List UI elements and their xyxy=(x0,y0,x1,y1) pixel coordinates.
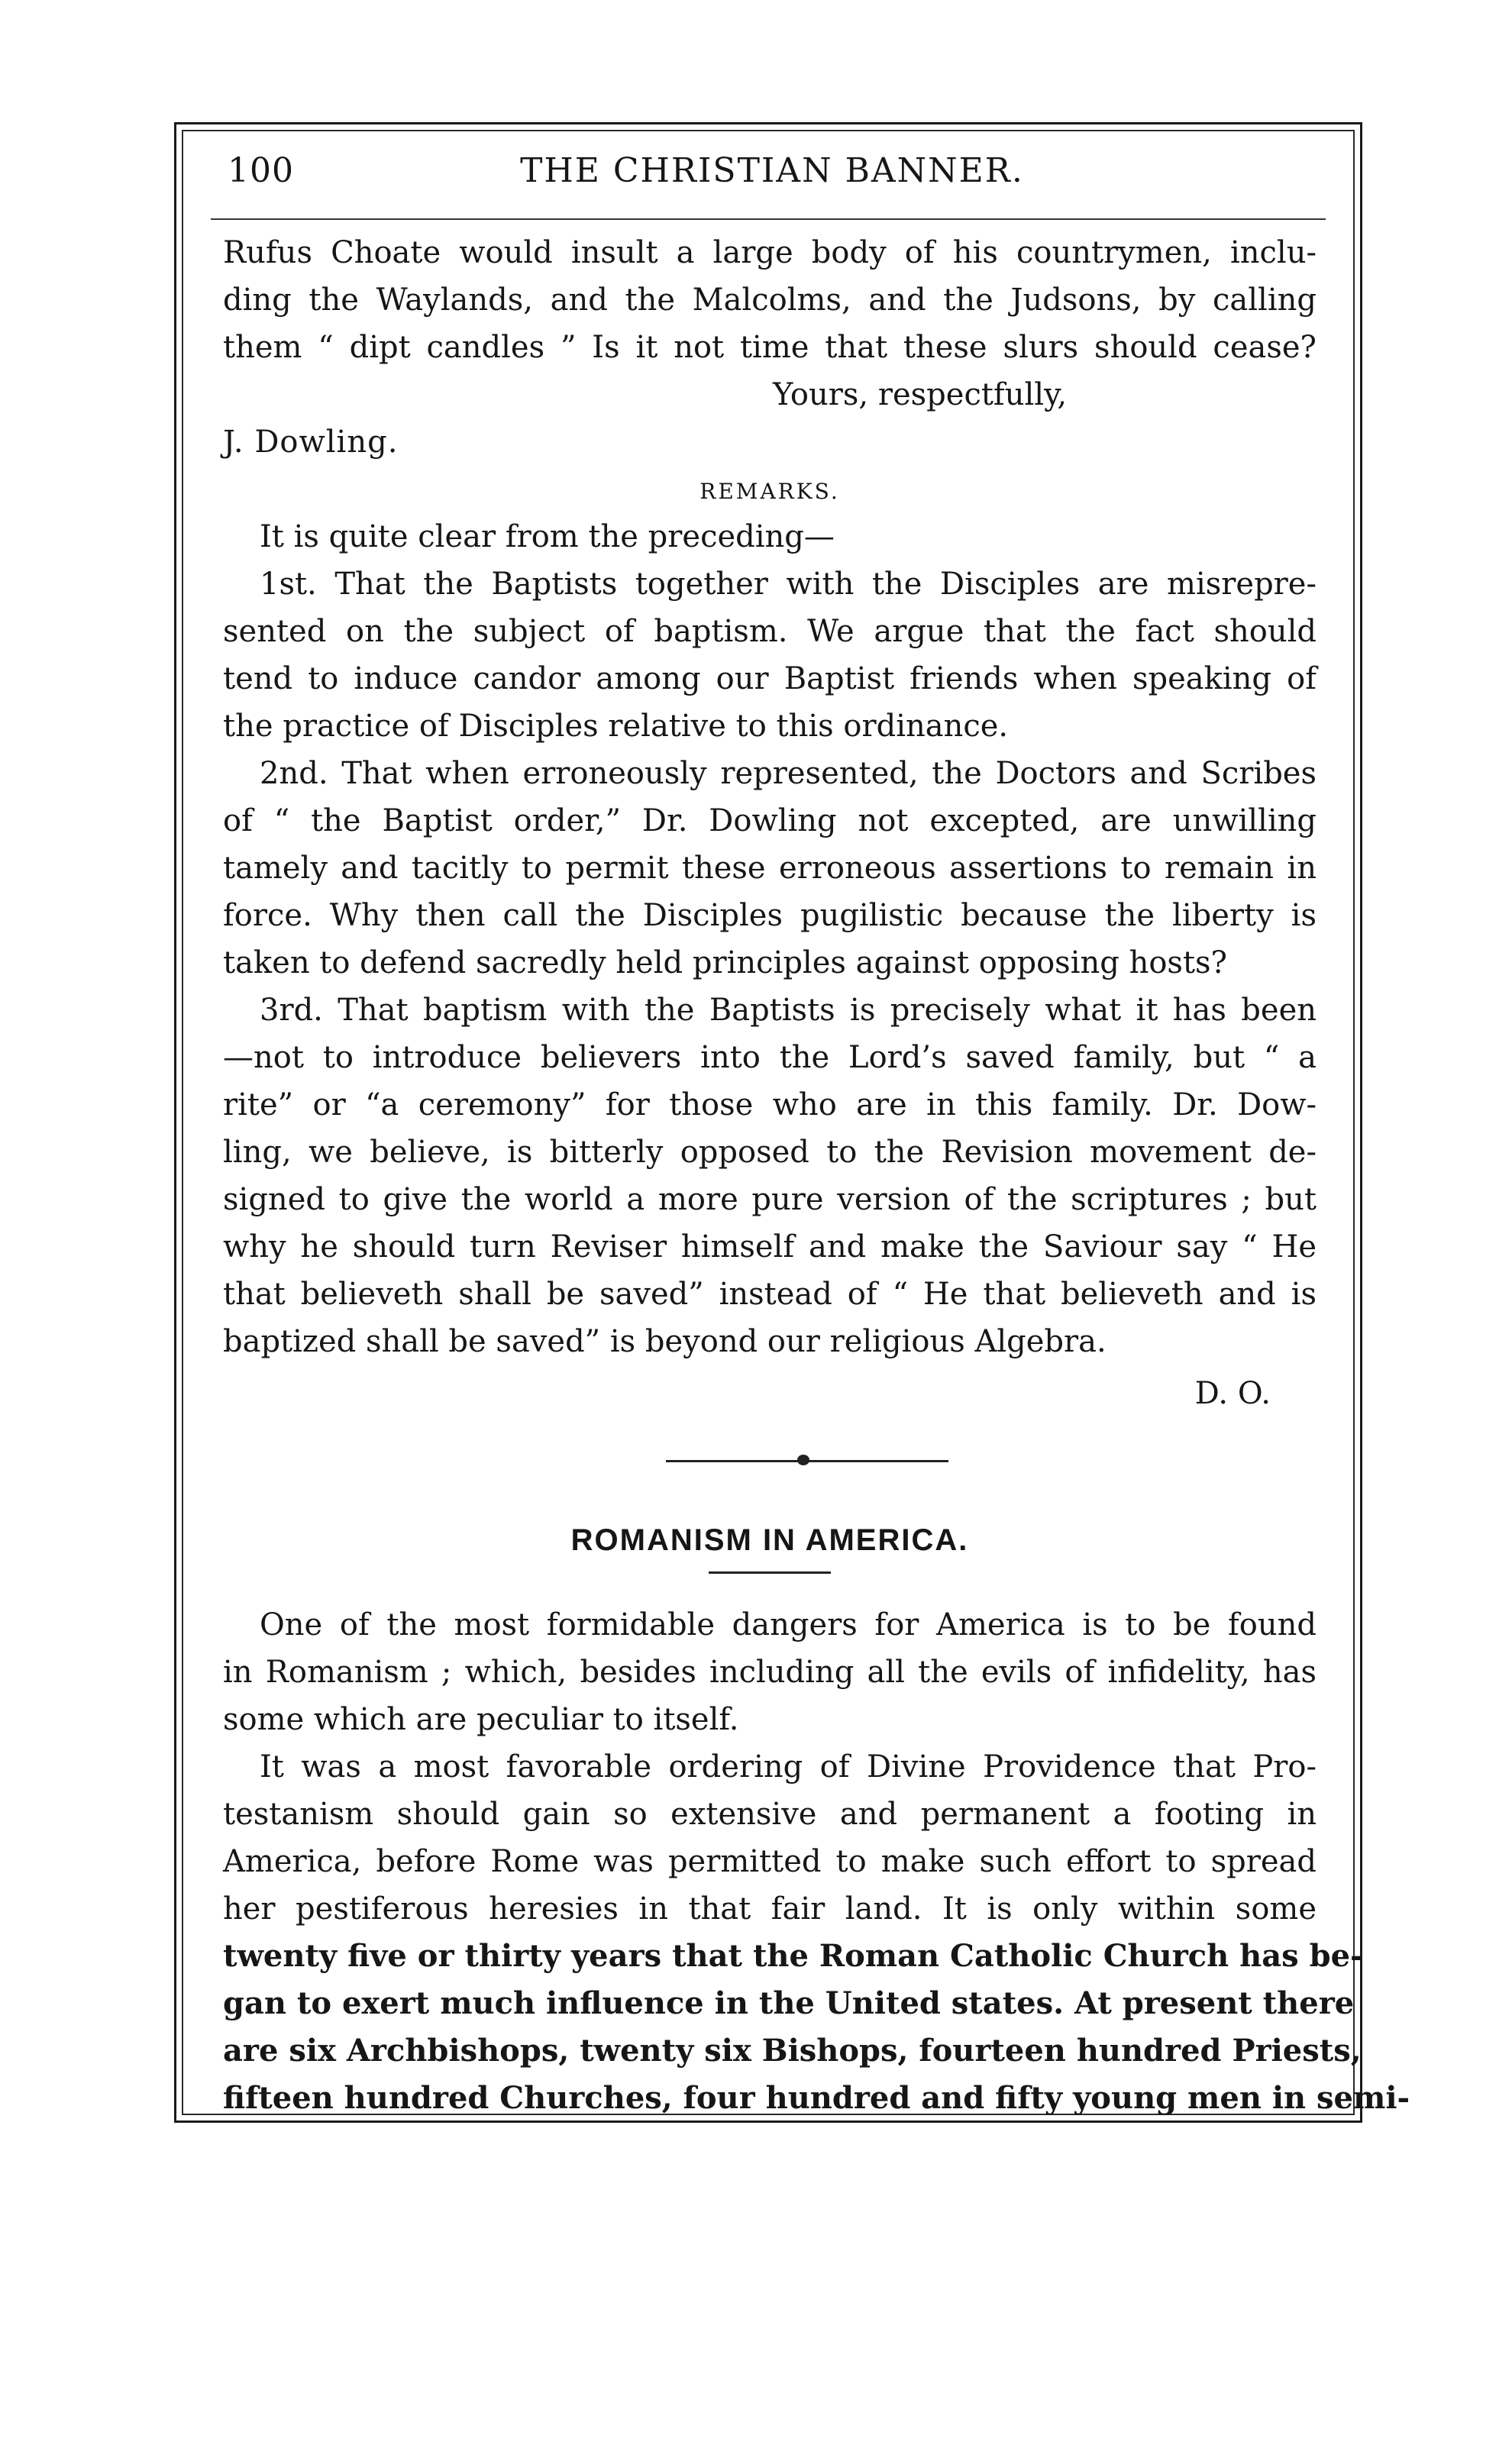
text-line: rite” or “a ceremony” for those who are in this family. Dr. Dow- xyxy=(223,1087,1317,1122)
text-line: —not to introduce believers into the Lord’s saved family, but “ a xyxy=(223,1040,1317,1075)
text-line: her pestiferous heresies in that fair land. It is only within some xyxy=(223,1891,1317,1927)
article-body xyxy=(223,1601,1410,2122)
text-line: It was a most favorable ordering of Divine Providence that Pro- xyxy=(260,1749,1317,1785)
text-line: some which are peculiar to itself. xyxy=(223,1702,739,1737)
text-line: 1st. That the Baptists together with the Disciples are misrepre- xyxy=(260,567,1317,602)
page-border-top-outer xyxy=(174,122,1362,124)
page-border-left-outer xyxy=(174,122,176,2123)
text-line: in Romanism ; which, besides including all the evils of infidelity, has xyxy=(223,1655,1317,1690)
remarks-signature: D. O. xyxy=(1194,1376,1271,1411)
book-page xyxy=(174,115,1410,2123)
text-line: of “ the Baptist order,” Dr. Dowling not excepted, are unwilling xyxy=(223,803,1317,838)
text-line: Rufus Choate would insult a large body of his countrymen, inclu- xyxy=(223,235,1317,270)
text-line: sented on the subject of baptism. We argue that the fact should xyxy=(223,614,1317,649)
text-line: fifteen hundred Churches, four hundred and fifty young men in semi- xyxy=(223,2080,1410,2116)
page-border-right-inner xyxy=(1353,130,1355,2115)
text-line: them “ dipt candles ” Is it not time that these slurs should cease? xyxy=(223,330,1317,365)
text-line: It is quite clear from the preceding— xyxy=(260,519,835,554)
letter-closing: Yours, respectfully, xyxy=(773,377,1068,412)
text-line: 2nd. That when erroneously represented, the Doctors and Scribes xyxy=(260,756,1317,791)
text-line: the practice of Disciples relative to this ordinance. xyxy=(223,709,1009,744)
text-line: baptized shall be saved” is beyond our religious Algebra. xyxy=(223,1324,1107,1359)
text-line: testanism should gain so extensive and permanent a footing in xyxy=(223,1797,1317,1832)
running-header xyxy=(228,151,1317,212)
title-underline xyxy=(709,1571,831,1574)
text-line: gan to exert much influence in the United states. At present there xyxy=(223,1985,1355,2021)
page-border-right-outer xyxy=(1360,122,1362,2123)
page-border-top-inner xyxy=(182,130,1355,131)
page-number: 100 xyxy=(228,151,294,190)
text-line: America, before Rome was permitted to make such effort to spread xyxy=(223,1844,1317,1879)
text-line: 3rd. That baptism with the Baptists is precisely what it has been xyxy=(260,993,1317,1028)
running-title: THE CHRISTIAN BANNER. xyxy=(520,151,1024,190)
text-line: ding the Waylands, and the Malcolms, and the Judsons, by calling xyxy=(223,283,1317,318)
letter-signature: J. Dowling. xyxy=(223,425,399,460)
header-divider xyxy=(211,218,1326,220)
text-line: tamely and tacitly to permit these erroneous assertions to remain in xyxy=(223,851,1317,886)
text-line: that believeth shall be saved” instead of “ He that believeth and is xyxy=(223,1277,1317,1312)
text-line: ling, we believe, is bitterly opposed to the Revision movement de- xyxy=(223,1135,1317,1170)
page-border-left-inner xyxy=(182,130,183,2115)
text-line: are six Archbishops, twenty six Bishops, fourteen hundred Priests, xyxy=(223,2033,1362,2069)
divider-ornament xyxy=(797,1455,809,1465)
text-line: taken to defend sacredly held principles against opposing hosts? xyxy=(223,945,1227,980)
text-line: tend to induce candor among our Baptist friends when speaking of xyxy=(223,661,1317,696)
remarks-heading: REMARKS. xyxy=(699,479,840,504)
section-divider xyxy=(223,1417,1317,1486)
letter-section xyxy=(223,229,1317,466)
article-title: ROMANISM IN AMERICA. xyxy=(570,1523,969,1557)
text-line: why he should turn Reviser himself and make the Saviour say “ He xyxy=(223,1229,1317,1265)
text-line: twenty five or thirty years that the Roman Catholic Church has be- xyxy=(223,1938,1363,1974)
page-content xyxy=(223,229,1410,2122)
text-line: One of the most formidable dangers for America is to be found xyxy=(260,1607,1317,1642)
text-line: force. Why then call the Disciples pugilistic because the liberty is xyxy=(223,898,1317,933)
remarks-section xyxy=(223,513,1317,1417)
text-line: signed to give the world a more pure version of the scriptures ; but xyxy=(223,1182,1317,1217)
